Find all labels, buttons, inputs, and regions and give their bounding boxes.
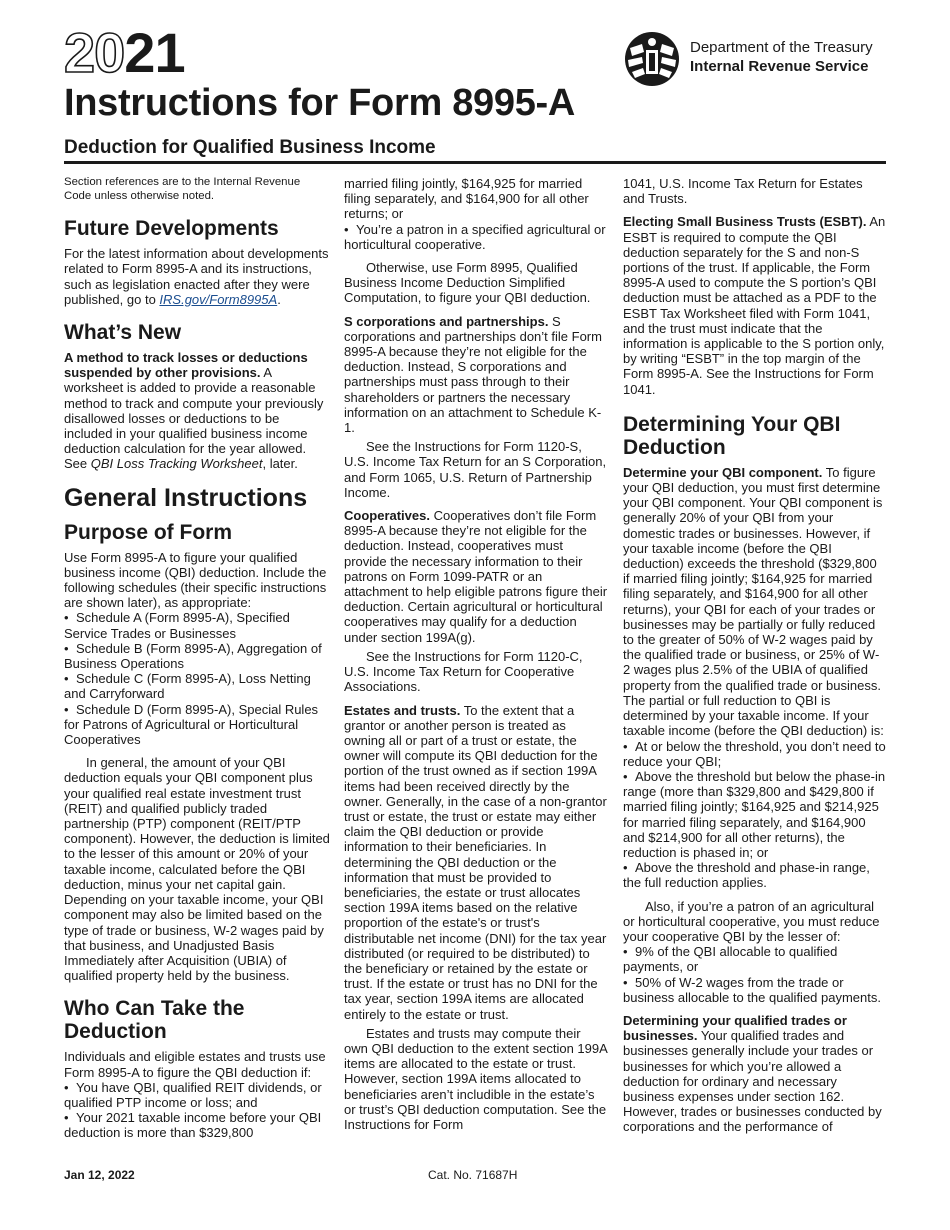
estates-trusts-text (344, 703, 608, 1022)
header-rule (64, 161, 886, 164)
whats-new-text (64, 350, 330, 472)
patron-paragraph: Also, if you’re a patron of an agricultural or horticultural cooperative, you must reduce your cooperative QBI by the lesser of: (623, 898, 880, 944)
patron-item-wages: 50% of W-2 wages from the trade or business allocable to the qualified payments. (623, 974, 881, 1005)
list-item (64, 641, 330, 671)
irs-eagle-logo-icon (622, 30, 684, 88)
s-corporations-text (344, 314, 608, 436)
bullet-icon: • (64, 640, 69, 656)
threshold-item-above: Above the threshold and phase-in range, the full reduction applies. (623, 860, 870, 891)
general-instructions-heading: General Instructions (64, 483, 308, 512)
schedule-d-item: Schedule D (Form 8995-A), Special Rules for Patrons of Agricultural or Horticultural Cooperatives (64, 701, 319, 748)
year-bold-digits: 21 (124, 21, 185, 84)
s-corporations-lead: S corporations and partnerships. (344, 313, 549, 329)
otherwise-text: Otherwise, use Form 8995, Qualified Business Income Deduction Simplified Computation, to figure your QBI deduction. (344, 260, 591, 306)
cooperatives-lead: Cooperatives. (344, 508, 430, 524)
list-item (623, 769, 886, 860)
threshold-item-phase-in: Above the threshold but below the phase-in range (more than $329,800 and $429,800 if married filing jointly; $164,925 and $214,925 for married filing separately, and $164,900 and $214,900 for all other returns), the reduction is phased in; or (623, 768, 886, 860)
determining-qbi-heading: Determining Your QBI Deduction (623, 412, 841, 459)
purpose-text: Use Form 8995-A to figure your qualified business income (QBI) deduction. Include the following schedules (their specific instructions are shown later), as appropriate: (64, 549, 327, 611)
qualified-trades-lead: Determining your qualified trades or businesses. (623, 1012, 847, 1044)
cooperatives-text (344, 508, 608, 645)
list-item (64, 702, 330, 748)
column-2 (344, 176, 608, 1140)
general-paragraph: In general, the amount of your QBI deduction equals your QBI component plus your qualified real estate investment trust (REIT) and qualified publicly traded partnership (PTP) component (REIT/PTP component). However, the deduction is limited to the lesser of this amount or 20% of your taxable income, calculated before the QBI deduction, minus your net capital gain. Depending on your taxable income, your QBI component may also be limited based on the type of trade or business, W-2 wages paid by that business, and Unadjusted Basis Immediately after Acquisition (UBIA) of qualified property held by the business. (64, 755, 330, 984)
agency-department: Department of the Treasury (690, 39, 873, 56)
esbt-text (623, 214, 886, 396)
threshold-item-below: At or below the threshold, you don’t need to reduce your QBI; (623, 738, 886, 769)
whats-new-tail: , later. (262, 456, 298, 472)
estates-trusts-body: To the extent that a grantor or another person is treated as owning all or part of a trust or estate, the owner will compute its QBI deduction for the portion of the trust owned as if section 199A items had been received directly by the owner. Generally, in the case of a non-grantor trust or estate, the trust or estate may either claim the QBI deduction or provide information to their beneficiaries. In determining the QBI deduction or the information that must be provided to beneficiaries, the estate or trust allocates section 199A items based on the relative proportion of the estate's or trust's distributable net income (DNI) for the tax year distributed (or required to be distributed) to the beneficiary or retained by the estate or trust. If the estate or trust has no DNI for the tax year, section 199A items are allocated entirely to the estate or trust. (344, 702, 607, 1022)
cooperatives-see: See the Instructions for Form 1120-C, U.S. Income Tax Return for Cooperative Associations. (344, 648, 583, 695)
loss-worksheet-ref: QBI Loss Tracking Worksheet (90, 456, 263, 472)
bullet-icon: • (64, 671, 69, 687)
s-corporations-body: S corporations and partnerships don’t file Form 8995-A because they’re not eligible for the deduction. Instead, S corporations and partnerships must pass through to their shareholders or partners the necessary information on an attachment to Schedule K-1. (344, 313, 602, 436)
future-developments-text: For the latest information about developments related to Form 8995-A and its instructions, such as legislation enacted after they were published, go to IRS.gov/Form8995A. (64, 246, 329, 307)
estates-trusts-lead: Estates and trusts. (344, 702, 461, 718)
list-item (64, 1110, 330, 1140)
threshold-list (623, 739, 886, 891)
esbt-body: An ESBT is required to compute the QBI deduction separately for the S and non-S portions of the trust. If applicable, the Form 8995-A used to compute the S portion’s QBI deduction must be attached as a PDF to the ESBT Tax Worksheet filed with Form 1041, and the trust must indicate that the information is applicable to the S portion only, by writing “ESBT” in the top margin of the Form 8995-A. See the Instructions for Form 1041. (623, 214, 886, 397)
list-item (64, 671, 330, 701)
patron-item-qbi: 9% of the QBI allocable to qualified payments, or (623, 944, 838, 975)
section-references-note: Section references are to the Internal Revenue Code unless otherwise noted. (64, 176, 301, 202)
schedule-c-item: Schedule C (Form 8995-A), Loss Netting and Carryforward (64, 671, 311, 702)
who-item-income: Your 2021 taxable income before your QBI deduction is more than $329,800 (64, 1110, 322, 1141)
continued-text: 1041, U.S. Income Tax Return for Estates and Trusts. (623, 176, 863, 207)
bullet-icon: • (64, 1079, 69, 1095)
future-developments-body: For the latest information about developments related to Form 8995-A and its instructions, such as legislation enacted after they were published, go to (64, 246, 329, 307)
agency-service: Internal Revenue Service (690, 58, 869, 75)
list-item (623, 975, 886, 1005)
bullet-icon: • (623, 944, 628, 960)
column-3 (623, 176, 886, 1143)
who-can-take-text: Individuals and eligible estates and trusts use Form 8995-A to figure the QBI deduction if: (64, 1049, 326, 1080)
continued-text: married filing jointly, $164,925 for married filing separately, and $164,900 for all other returns; or (344, 176, 589, 222)
bullet-icon: • (64, 701, 69, 717)
purpose-of-form-heading: Purpose of Form (64, 520, 233, 544)
bullet-icon: • (623, 860, 628, 876)
whats-new-lead: A method to track losses or deductions suspended by other provisions. (64, 350, 308, 381)
schedule-a-item: Schedule A (Form 8995-A), Specified Service Trades or Businesses (64, 610, 290, 641)
list-item (623, 860, 886, 890)
who-item-qbi: You have QBI, qualified REIT dividends, or qualified PTP income or loss; and (64, 1079, 322, 1110)
agency-name (690, 38, 873, 76)
patron-item: You’re a patron in a specified agricultural or horticultural cooperative. (344, 221, 606, 252)
qualified-trades-text (623, 1013, 886, 1135)
schedules-list (64, 610, 330, 747)
page-subtitle: Deduction for Qualified Business Income (64, 137, 436, 158)
footer-date: Jan 12, 2022 (64, 1168, 135, 1182)
list-item (623, 739, 886, 769)
schedule-b-item: Schedule B (Form 8995-A), Aggregation of Business Operations (64, 640, 322, 672)
qbi-component-text (623, 465, 886, 739)
bullet-icon: • (344, 221, 349, 237)
whats-new-body: A worksheet is added to provide a reasonable method to track and compute your previously disallowed losses or deductions to be included in your qualified business income deduction calculation for the year allowed. See (64, 365, 324, 472)
qbi-component-body: To figure your QBI deduction, you must first determine your QBI component. Your QBI component is generally 20% of your QBI from your domestic trades or businesses. However, if your taxable income (before the QBI deduction) exceeds the threshold ($329,800 if married filing jointly; $164,925 for married filing separately, and $164,900 for all other returns), your QBI for each of your trades or businesses may be partially or fully reduced to the greater of 50% of W-2 wages paid by the qualified trade or business, or 25% of W-2 wages plus 2.5% of the UBIA of qualified property from the qualified trade or business. The partial or full reduction to QBI is determined by your taxable income. If your taxable income (before the QBI deduction) is: (623, 464, 884, 739)
who-can-take-heading: Who Can Take the Deduction (64, 997, 245, 1044)
bullet-icon: • (623, 974, 628, 990)
document-year (64, 21, 185, 84)
whats-new-heading: What’s New (64, 321, 182, 344)
who-can-take-list (64, 1080, 330, 1141)
column-1 (64, 176, 330, 1149)
list-item (64, 1080, 330, 1110)
page-title: Instructions for Form 8995-A (64, 82, 576, 124)
future-developments-heading: Future Developments (64, 217, 279, 241)
patron-list (344, 222, 608, 252)
patron-lesser-list (623, 944, 886, 1005)
esbt-lead: Electing Small Business Trusts (ESBT). (623, 214, 867, 230)
bullet-icon: • (64, 610, 69, 626)
bullet-icon: • (623, 768, 628, 784)
s-corporations-see: See the Instructions for Form 1120-S, U.S. Income Tax Return for an S Corporation, and Form 1065, U.S. Return of Partnership Income. (344, 439, 607, 500)
estates-trusts-para2: Estates and trusts may compute their own QBI deduction to the extent section 199A items are allocated to the estate or trust. However, section 199A items allocated to beneficiaries aren’t includible in the estate’s or trust’s QBI deduction computation. See the Instructions for Form (344, 1025, 608, 1132)
list-item (623, 944, 886, 974)
year-outline-digits: 20 (64, 21, 125, 84)
footer-catalog-number: Cat. No. 71687H (428, 1168, 518, 1182)
cooperatives-body: Cooperatives don’t file Form 8995-A because they’re not eligible for the deduction. Instead, cooperatives must provide the necessary information to their patrons on Form 1099-PATR or an attachment to help eligible patrons figure their deduction. Certain agricultural or horticultural cooperatives may qualify for a deduction under section 199A(g). (344, 508, 608, 645)
qualified-trades-body: Your qualified trades and businesses generally include your trades or businesses for which you’re allowed a deduction for ordinary and necessary business expenses under section 162. However, trades or businesses conducted by corporations and the performance of (623, 1028, 882, 1135)
qbi-component-lead: Determine your QBI component. (623, 464, 823, 480)
bullet-icon: • (623, 738, 628, 754)
list-item (64, 610, 330, 640)
list-item (344, 222, 608, 252)
bullet-icon: • (64, 1110, 69, 1126)
irs-form8995a-link[interactable]: IRS.gov/Form8995A (159, 291, 278, 307)
